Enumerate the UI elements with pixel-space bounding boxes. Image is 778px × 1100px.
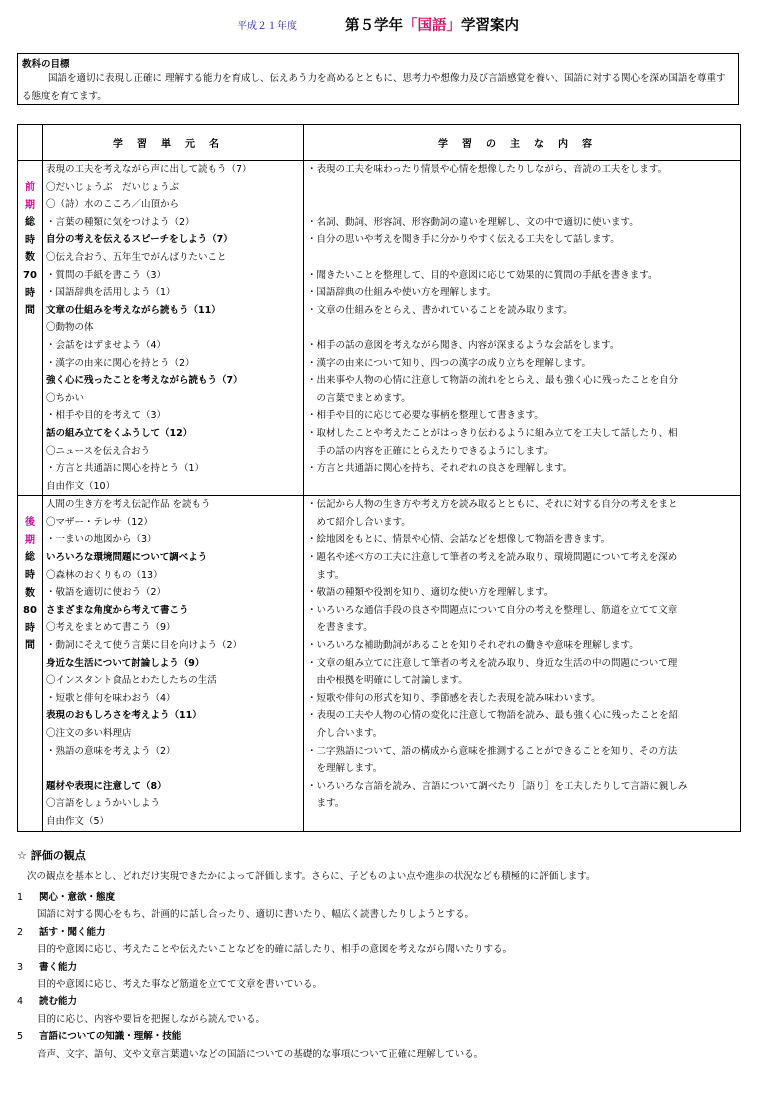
unit-line: 表現の工夫を考えながら声に出して読もう（7） [46,164,252,175]
unit-line: ・漢字の由来に関心を持とう（2） [46,357,195,369]
term1-units [43,161,304,496]
evaluation-item-heading [17,889,757,906]
content-line [304,249,740,267]
goal-text: 国語を適切に表現し正確に 理解する能力を育成し、伝えあう力を高めるとともに、思考力や想像力及び言語感覚を養い、国語に対する関心を深め国語を尊重する態度を育てます。 [22,73,726,102]
unit-line: ・国語辞典を活用しよう（1） [46,287,176,299]
evaluation-section [17,847,757,1063]
term1-row [18,161,741,496]
unit-line: ・敬語を適切に使おう（2） [46,587,167,599]
study-plan-table [17,124,741,832]
term-mark: 期 [25,199,35,211]
term-hours-char: 総 [25,552,35,564]
page-header [0,14,778,36]
content-line: ・相手の話の意図を考えながら聞き、内容が深まるような会話をします。 [307,339,620,351]
unit-line: 〇注文の多い料理店 [46,728,132,739]
title-subject: 「国語」 [403,18,461,34]
content-line: ・方言と共通語に関心を持ち、それぞれの良さを理解します。 [307,463,573,475]
unit-line: 文章の仕組みを考えながら読もう（11） [46,304,221,316]
content-line: ・表現の工夫や人物の心情の変化に注意して物語を読み、最も強く心に残ったことを紹 [307,710,679,722]
evaluation-item-name: 話す・聞く能力 [39,926,106,938]
term-hours-char: 時 [25,570,35,582]
evaluation-item-name: 読む能力 [39,996,78,1008]
content-line: ・いろいろな補助動詞があることを知りそれぞれの働きや意味を理解します。 [307,640,639,652]
term-hours-char: 80 [23,605,37,617]
term-hours-char: 数 [25,587,35,599]
content-line: ・題名や述べ方の工夫に注意して筆者の考えを読み取り、環境問題について考えを深め [307,552,678,564]
corner-cell [18,125,43,161]
table-header-row [18,125,741,161]
content-line: を理解します。 [307,763,383,775]
evaluation-item-heading [17,924,757,941]
page-title [345,14,519,35]
content-line: ・相手や目的に応じて必要な事柄を整理して書きます。 [307,410,544,422]
unit-line: 〇伝え合おう、五年生でがんばりたいこと [46,251,227,263]
term-hours-char: 総 [25,217,35,229]
term-hours-char: 間 [25,640,35,652]
content-line: ・取材したことや考えたことがはっきり伝わるように組み立てを工夫して話したり、相 [307,427,678,439]
evaluation-item-heading [17,1028,757,1045]
evaluation-item-name: 書く能力 [39,961,78,973]
evaluation-item-name: 言語についての知識・理解・技能 [39,1031,182,1043]
content-line: ます。 [307,569,345,581]
content-line [304,319,740,337]
evaluation-item-heading [17,993,757,1010]
term-mark: 後 [25,517,35,529]
content-line [304,813,740,831]
content-line: ・名詞、動詞、形容詞、形容動詞の違いを理解し、文の中で適切に使います。 [307,216,639,228]
unit-line: ・短歌と俳句を味わおう（4） [46,692,176,704]
content-line: 介し合います。 [307,728,383,739]
content-line: ・文章の仕組みをとらえ、書かれていることを読み取ります。 [307,304,573,316]
evaluation-item-number: 4 [17,996,24,1008]
content-line: 手の話の内容を正確にとらえたりできるようにします。 [307,445,554,457]
content-line: を書きます。 [307,622,373,634]
content-line [304,196,740,214]
term2-contents [304,496,741,831]
content-line: ・聞きたいことを整理して、目的や意図に応じて効果的に質問の手紙を書きます。 [307,269,658,281]
content-line: の言葉でまとめます。 [307,392,411,404]
unit-line: 自分の考えを伝えるスピーチをしよう（7） [46,234,233,246]
evaluation-item-number: 2 [17,926,24,938]
title-suffix: 学習案内 [461,18,519,34]
unit-line: 〇インスタント食品とわたしたちの生活 [46,675,217,687]
unit-line: ・会話をはずませよう（4） [46,339,167,351]
title-grade: 第５学年 [345,18,403,34]
unit-line: ・方言と共通語に関心を持とう（1） [46,463,205,475]
content-line [304,478,740,496]
unit-line: 〇（詩）水のこころ／山頂から [46,199,180,211]
term-mark: 期 [25,534,35,546]
content-line: ・伝記から人物の生き方や考え方を読み取るとともに、それに対する自分の考えをまと [307,499,678,511]
col-header-unit: 学習単元名 [43,125,304,161]
term-hours-char: 70 [23,269,37,281]
unit-line: ・熟語の意味を考えよう（2） [46,745,176,757]
term2-row [18,496,741,831]
evaluation-item-desc: 目的や意図に応じ、考えた事など筋道を立てて文章を書いている。 [37,979,323,991]
content-line: 由や根拠を明確にして討論します。 [307,675,468,687]
evaluation-item-number: 5 [17,1031,24,1043]
term-hours-char: 時 [25,287,35,299]
term1-label [18,161,43,496]
unit-line: ・質問の手紙を書こう（3） [46,269,167,281]
term-mark: 前 [25,182,35,193]
unit-line: 〇ニュースを伝え合おう [46,445,151,457]
unit-line: 〇考えをまとめて書こう（9） [46,622,176,634]
evaluation-item-heading [17,959,757,976]
term-hours-char: 時 [25,234,35,246]
content-line: ・文章の組み立てに注意して筆者の考えを読み取り、身近な生活の中の問題について理 [307,657,678,669]
content-line: ・いろいろな通信手段の良さや問題点について自分の考えを整理し、筋道を立てて文章 [307,604,678,616]
content-line: ・出来事や人物の心情に注意して物語の流れをとらえ、最も強く心に残ったことを自分 [307,375,679,387]
evaluation-item-desc: 目的や意図に応じ、考えたことや伝えたいことなどを的確に話したり、相手の意図を考えながら聞いたりする。 [37,944,513,956]
unit-line: 身近な生活について討論しよう（9） [46,657,205,669]
unit-line: 表現のおもしろさを考えよう（11） [46,710,202,722]
goal-heading: 教科の目標 [22,59,70,70]
subject-goal-box [17,53,739,105]
unit-line: ・動詞にそえて使う言葉に目を向けよう（2） [46,640,243,652]
content-line: ・短歌や俳句の形式を知り、季節感を表した表現を読み味わいます。 [307,692,601,704]
unit-line: 題材や表現に注意して（8） [46,780,167,792]
term2-label [18,496,43,831]
unit-line [43,760,303,778]
unit-line: 〇言語をしょうかいしよう [46,798,161,810]
unit-line: 〇動物の体 [46,322,94,334]
unit-line: 話の組み立てをくふうして（12） [46,427,193,439]
unit-line: ・一まいの地図から（3） [46,534,157,546]
unit-line: ・相手や目的を考えて（3） [46,410,167,422]
evaluation-intro: 次の観点を基本とし、どれだけ実現できたかによって評価します。さらに、子どものよい点や進歩の状況なども積極的に評価します。 [27,871,596,882]
col-header-content: 学習の主な内容 [304,125,741,161]
content-line: ・敬語の種類や役割を知り、適切な使い方を理解します。 [307,587,554,599]
unit-line: さまざまな角度から考えて書こう [46,604,189,616]
evaluation-item-number: 3 [17,961,24,973]
content-line: ・漢字の由来について知り、四つの漢字の成り立ちを理解します。 [307,357,592,369]
evaluation-item-name: 関心・意欲・態度 [39,892,116,903]
unit-line: 強く心に残ったことを考えながら読もう（7） [46,375,243,387]
term-hours-char: 間 [25,305,35,317]
unit-line: いろいろな環境問題について調べよう [46,552,208,564]
content-line [304,179,740,197]
term1-contents [304,161,741,496]
content-line: めて紹介し合います。 [307,516,411,528]
evaluation-title: ☆ 評価の観点 [17,849,86,862]
content-line: ・いろいろな言語を読み、言語について調べたり［語り］を工夫したりして言語に親しみ [307,780,688,792]
evaluation-item-desc: 目的に応じ、内容や要旨を把握しながら読んでいる。 [37,1013,266,1025]
evaluation-item-desc: 音声、文字、語句、文や文章言葉遣いなどの国語についての基礎的な事項について正確に理解している。 [37,1048,484,1060]
content-line: ・表現の工夫を味わったり情景や心情を想像したりしながら、音読の工夫をします。 [307,164,668,175]
evaluation-item-number: 1 [17,892,24,903]
content-line: ・絵地図をもとに、情景や心情、会話などを想像して物語を書きます。 [307,534,611,546]
unit-line: 人間の生き方を考え伝記作品 を読もう [46,499,211,511]
fiscal-year: 平成２１年度 [237,21,297,32]
unit-line: 〇森林のおくりもの（13） [46,569,163,581]
content-line: ・二字熟語について、語の構成から意味を推測することができることを知り、その方法 [307,745,678,757]
term-hours-char: 時 [25,622,35,634]
unit-line: 〇マザー・テレサ（12） [46,516,153,528]
unit-line: 〇ちかい [46,392,85,404]
content-line: ・国語辞典の仕組みや使い方を理解します。 [307,287,497,299]
unit-line: 〇だいじょうぶ だいじょうぶ [46,181,180,193]
unit-line: 自由作文（10） [46,480,116,492]
content-line: ます。 [307,798,345,810]
unit-line: ・言葉の種類に気をつけよう（2） [46,216,195,228]
unit-line: 自由作文（5） [46,815,110,827]
term-hours-char: 数 [25,252,35,264]
content-line: ・自分の思いや考えを聞き手に分かりやすく伝える工夫をして話します。 [307,234,620,246]
evaluation-items [17,889,757,1063]
term2-units [43,496,304,831]
evaluation-item-desc: 国語に対する関心をもち、計画的に話し合ったり、適切に書いたり、幅広く読書したりしようとする。 [37,909,475,921]
